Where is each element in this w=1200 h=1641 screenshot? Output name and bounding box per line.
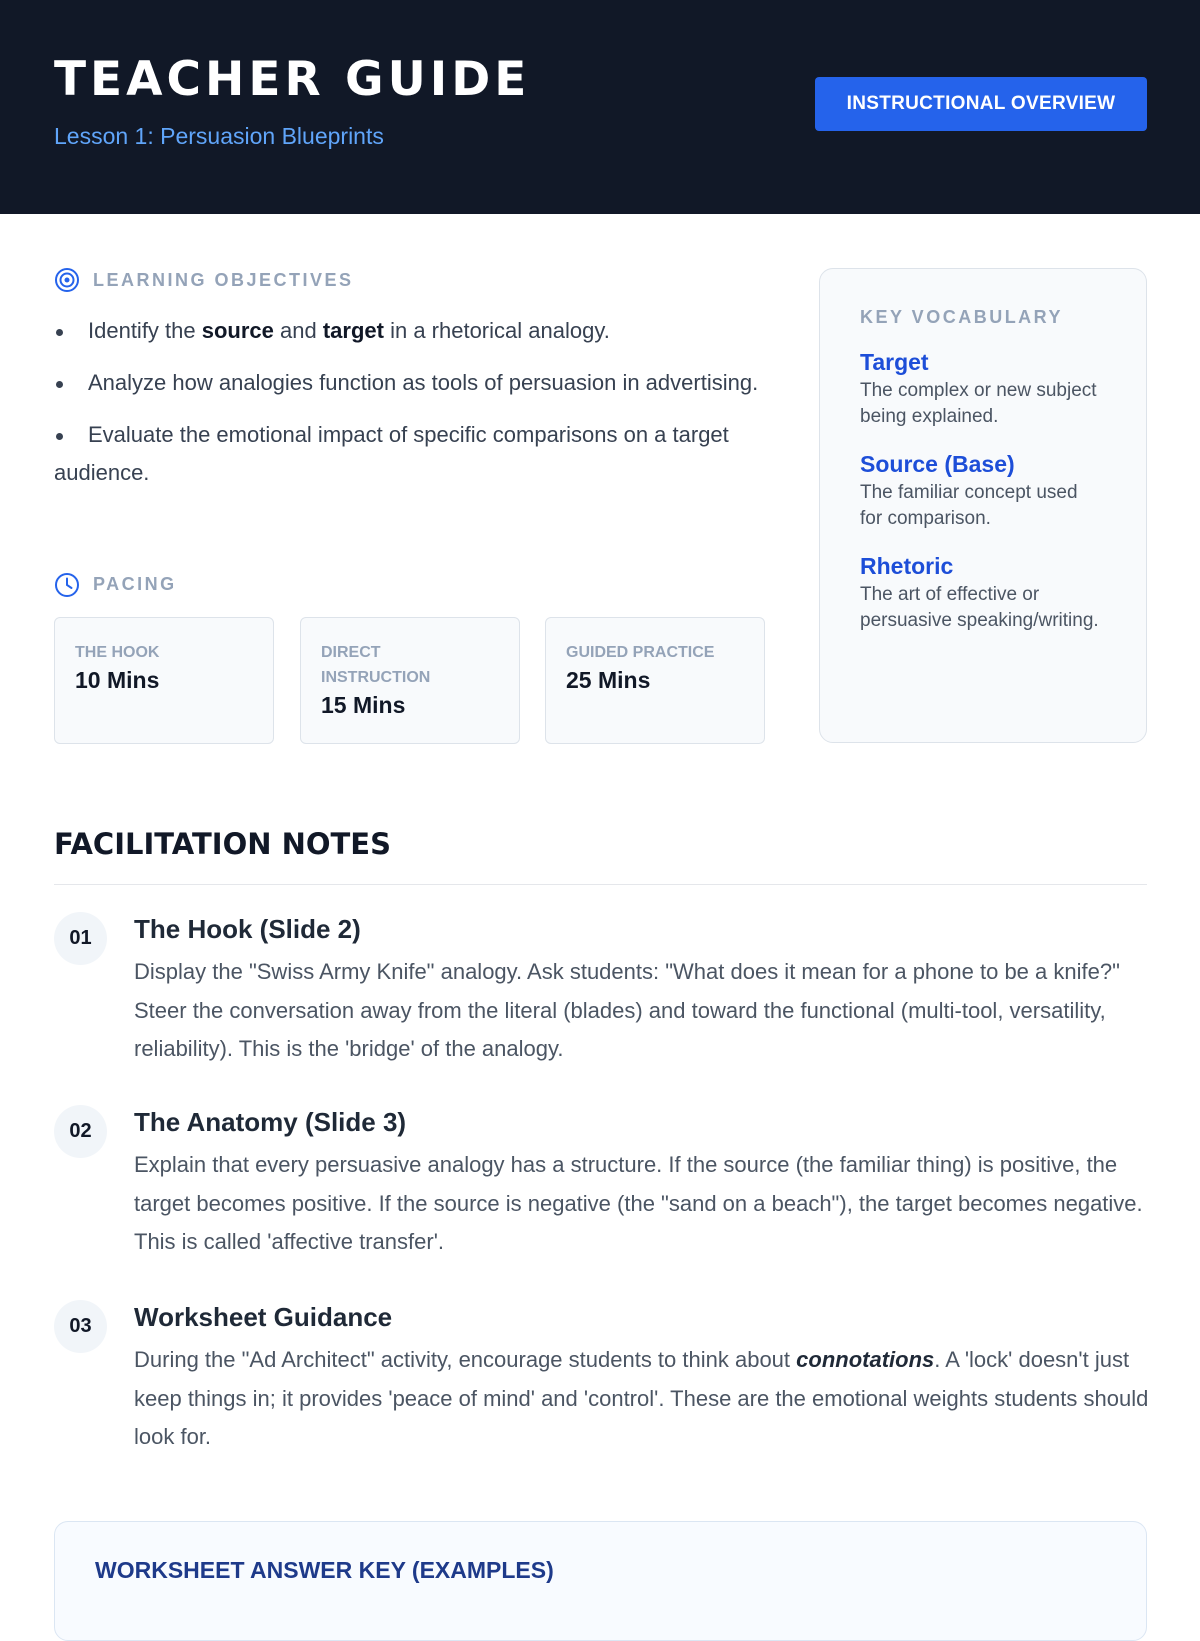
objectives-list	[54, 312, 774, 506]
vocabulary-heading: KEY VOCABULARY	[860, 307, 1064, 327]
vocabulary-definition: The art of effective or persuasive speaking/writing.	[860, 584, 1099, 631]
answer-key-title: WORKSHEET ANSWER KEY (EXAMPLES)	[95, 1557, 554, 1583]
note-title: The Anatomy (Slide 3)	[134, 1107, 407, 1137]
note-title: The Hook (Slide 2)	[134, 914, 361, 944]
answer-key-panel	[54, 1521, 1147, 1641]
vocabulary-term: Target	[860, 349, 929, 375]
objectives-heading: LEARNING OBJECTIVES	[93, 270, 354, 290]
note-body: During the "Ad Architect" activity, encourage students to think about connotations. A 'lock' doesn't just keep things in; it provides 'peace of mind' and 'control'. These are the emotional weights students should look for.	[134, 1347, 1149, 1449]
page-title: TEACHER GUIDE	[54, 52, 531, 107]
instructional-overview-button[interactable]: INSTRUCTIONAL OVERVIEW	[815, 77, 1147, 131]
objective-item: Analyze how analogies function as tools of persuasion in advertising.	[54, 364, 774, 402]
note-number: 02	[54, 1105, 107, 1158]
pacing-card	[300, 617, 520, 744]
pacing-duration: 25 Mins	[566, 667, 651, 693]
pacing-label: DIRECT INSTRUCTION	[321, 644, 431, 686]
pacing-card	[54, 617, 274, 744]
note-body: Display the "Swiss Army Knife" analogy. Ask students: "What does it mean for a phone to be a knife?" Steer the conversation away from the literal (blades) and toward the functional (multi-tool, versatility, reliability). This is the 'bridge' of the analogy.	[134, 959, 1120, 1061]
page-header	[0, 0, 1200, 214]
pacing-heading: PACING	[93, 574, 177, 594]
pacing-duration: 15 Mins	[321, 692, 406, 718]
emphasis-connotations: connotations	[796, 1347, 935, 1372]
pacing-label: THE HOOK	[75, 644, 160, 661]
objective-item: Identify the source and target in a rhetorical analogy.	[54, 312, 774, 350]
target-icon	[54, 267, 80, 293]
note-number: 01	[54, 912, 107, 965]
facilitation-heading: FACILITATION NOTES	[54, 827, 391, 861]
pacing-duration: 10 Mins	[75, 667, 160, 693]
note-number: 03	[54, 1300, 107, 1353]
pacing-label: GUIDED PRACTICE	[566, 644, 715, 661]
vocabulary-term: Source (Base)	[860, 451, 1015, 477]
vocabulary-term: Rhetoric	[860, 553, 954, 579]
section-divider	[54, 884, 1147, 885]
pacing-card	[545, 617, 765, 744]
vocabulary-panel	[819, 268, 1147, 743]
objective-item: Evaluate the emotional impact of specific comparisons on a target audience.	[54, 416, 774, 492]
vocabulary-item	[860, 346, 1106, 430]
note-title: Worksheet Guidance	[134, 1302, 393, 1332]
clock-icon	[54, 572, 80, 598]
note-body: Explain that every persuasive analogy has a structure. If the source (the familiar thing) is positive, the target becomes positive. If the source is negative (the "sand on a beach"), the target becomes negative. This is called 'affective transfer'.	[134, 1152, 1143, 1254]
vocabulary-item	[860, 550, 1106, 634]
lesson-subtitle: Lesson 1: Persuasion Blueprints	[54, 123, 384, 149]
vocabulary-definition: The complex or new subject being explained.	[860, 380, 1097, 427]
vocabulary-definition: The familiar concept used for comparison.	[860, 482, 1078, 529]
vocabulary-item	[860, 448, 1106, 532]
